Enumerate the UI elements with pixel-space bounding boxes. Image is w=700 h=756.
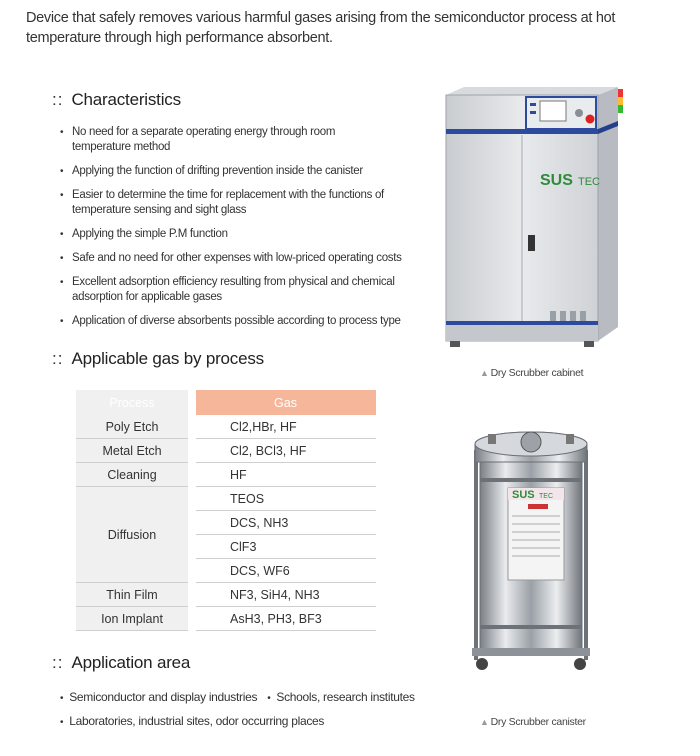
gas-header: Gas: [196, 390, 376, 415]
applicable-gas-title: Applicable gas by process: [71, 349, 264, 368]
triangle-icon: ▲: [480, 368, 489, 378]
gas-cell: DCS, NH3: [196, 511, 376, 535]
process-cell: Thin Film: [76, 583, 188, 607]
application-area-title: Application area: [71, 653, 191, 672]
applicable-gas-heading: [52, 349, 264, 369]
gas-cell: AsH3, PH3, BF3: [196, 607, 376, 631]
intro-text: Device that safely removes various harmful gases arising from the semiconductor process at hot temperature through high performance absorbent.: [26, 10, 616, 46]
column-gap: [188, 390, 196, 415]
characteristics-heading: [52, 90, 181, 110]
dry-scrubber-cabinet-image: [440, 85, 626, 357]
list-item: • Applying the function of drifting prevention inside the canister: [60, 164, 410, 179]
characteristics-list: [60, 125, 410, 338]
table-row: [76, 607, 376, 631]
gas-cell: Cl2,HBr, HF: [196, 415, 376, 439]
list-row: • Laboratories, industrial sites, odor occurring places: [60, 714, 325, 728]
table-row: [76, 415, 376, 439]
gas-cell: HF: [196, 463, 376, 487]
process-cell: Diffusion: [76, 487, 188, 583]
dry-scrubber-canister-image: [466, 420, 596, 675]
list-item: Semiconductor and display industries: [69, 690, 258, 704]
gas-cell: TEOS: [196, 487, 376, 511]
process-cell: Ion Implant: [76, 607, 188, 631]
list-item: Laboratories, industrial sites, odor occurring places: [69, 714, 325, 728]
list-item: • Applying the simple P.M function: [60, 227, 410, 242]
application-area-list: [60, 690, 415, 738]
list-item: • Safe and no need for other expenses with low-priced operating costs: [60, 251, 410, 266]
gas-table: [76, 390, 376, 631]
application-area-heading: [52, 653, 190, 673]
list-item: • No need for a separate operating energy through room temperature method: [60, 125, 410, 155]
table-row: [76, 439, 376, 463]
table-row: [76, 583, 376, 607]
table-row: [76, 463, 376, 487]
cabinet-logo-sub: TEC: [578, 176, 600, 188]
process-cell: Metal Etch: [76, 439, 188, 463]
characteristics-title: Characteristics: [71, 90, 181, 109]
heading-marker: ::: [52, 90, 64, 109]
list-item: • Excellent adsorption efficiency resulting from physical and chemical adsorption for applicable gases: [60, 275, 410, 305]
heading-marker: ::: [52, 349, 64, 368]
table-header-row: [76, 390, 376, 415]
process-header: Process: [76, 390, 188, 415]
canister-caption: ▲ Dry Scrubber canister: [480, 716, 586, 728]
gas-cell: ClF3: [196, 535, 376, 559]
gas-cell: DCS, WF6: [196, 559, 376, 583]
heading-marker: ::: [52, 653, 64, 672]
cabinet-caption: ▲ Dry Scrubber cabinet: [480, 367, 584, 379]
canister-logo-sub: TEC: [539, 493, 553, 500]
list-item: • Application of diverse absorbents possible according to process type: [60, 314, 410, 329]
list-row: • Semiconductor and display industries • Schools, research institutes: [60, 690, 415, 704]
list-item: Schools, research institutes: [276, 690, 415, 704]
canister-logo: SUS: [512, 489, 535, 501]
process-cell: Poly Etch: [76, 415, 188, 439]
process-cell: Cleaning: [76, 463, 188, 487]
table-row: [76, 487, 376, 511]
list-item: • Easier to determine the time for replacement with the functions of temperature sensing and sight glass: [60, 188, 410, 218]
gas-cell: Cl2, BCl3, HF: [196, 439, 376, 463]
triangle-icon: ▲: [480, 717, 489, 727]
gas-cell: NF3, SiH4, NH3: [196, 583, 376, 607]
cabinet-logo: SUS: [540, 172, 573, 189]
